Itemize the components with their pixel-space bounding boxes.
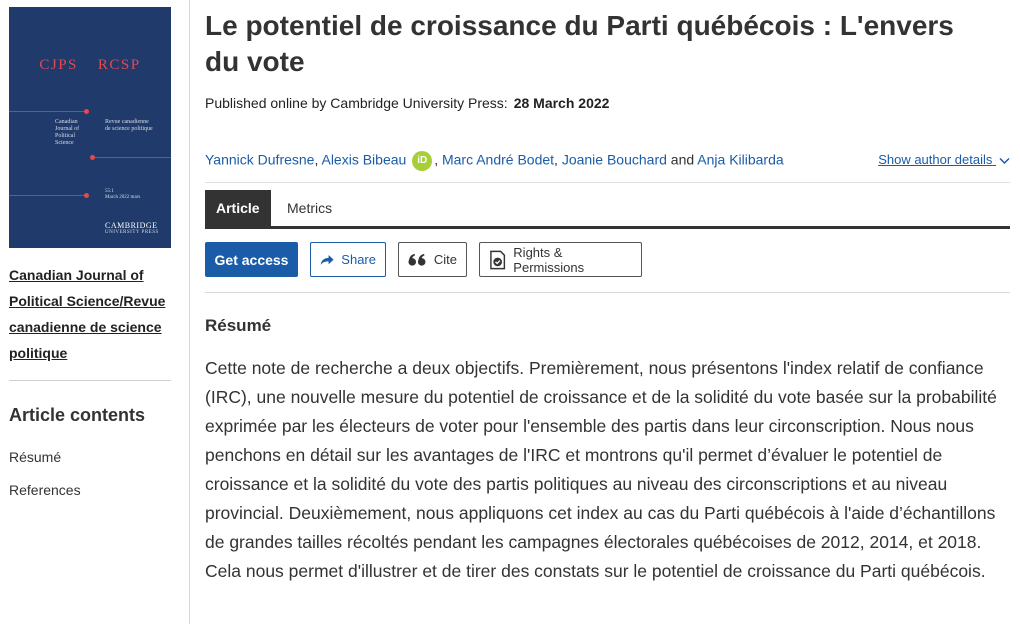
get-access-button[interactable]: Get access <box>205 242 298 277</box>
abstract-heading: Résumé <box>205 316 272 335</box>
cover-abbr-en: CJPS <box>39 57 78 73</box>
author-list <box>205 151 784 171</box>
author-and: and <box>670 151 695 168</box>
publication-info <box>205 95 609 111</box>
show-author-details-link[interactable] <box>878 152 1010 167</box>
article-contents-title: Article contents <box>9 405 146 425</box>
abstract-text: Cette note de recherche a deux objectifs. Premièrement, nous présentons l'index relatif de confiance (IRC), une nouvelle mesure du potentiel de croissance et de la solidité du vote basée sur la probabilité exprimée par les électeurs de voter pour l'ensemble des partis dans leur circonscription. Nous nous penchons en détail sur les avantages de l'IRC et montrons qu'il permet d’évaluer le potentiel de croissance et la solidité du vote des partis politiques au niveau des circonscriptions et au niveau provincial. Deuxièmement, nous appliquons cet index au cas du Parti québécois à l'aide d’échantillons de grandes tailles récoltés pendant les campagnes électorales québécoises de 2012, 2014, et 2018. Cela nous permet d'illustrer et de tirer des constats sur le potentiel de croissance du Parti québécois. <box>205 358 997 581</box>
published-date: 28 March 2022 <box>513 95 610 111</box>
divider <box>205 292 1010 293</box>
author-link[interactable]: Alexis Bibeau <box>321 151 407 168</box>
tabs-underline <box>205 226 1010 229</box>
article-title: Le potentiel de croissance du Parti québécois : L'envers du vote <box>205 10 954 77</box>
separator: , <box>434 151 439 168</box>
orcid-icon[interactable]: iD <box>412 151 432 171</box>
show-author-details-label: Show author details <box>878 152 993 167</box>
author-link[interactable]: Yannick Dufresne <box>205 151 315 168</box>
rights-label: Rights & Permissions <box>513 244 585 275</box>
journal-link[interactable]: Canadian Journal of Political Science/Revue canadienne de science politique <box>9 267 166 361</box>
cover-publisher-sub: UNIVERSITY PRESS <box>105 230 159 235</box>
cover-dot <box>84 109 89 114</box>
cover-abbreviations <box>9 57 171 74</box>
rights-permissions-button[interactable] <box>479 242 642 277</box>
cover-line <box>9 195 87 196</box>
cite-label: Cite <box>433 252 457 267</box>
cover-abbr-fr: RCSP <box>97 57 141 73</box>
author-link[interactable]: Marc André Bodet <box>441 151 555 168</box>
cover-line <box>9 111 87 112</box>
contents-item-references[interactable]: References <box>9 482 81 498</box>
quote-icon <box>408 253 427 267</box>
published-label: Published online by Cambridge University Press: <box>205 95 508 111</box>
tab-metrics[interactable]: Metrics <box>287 200 333 216</box>
cover-dot <box>90 155 95 160</box>
tab-article[interactable]: Article <box>205 190 271 226</box>
author-link[interactable]: Joanie Bouchard <box>561 151 667 168</box>
contents-item-resume[interactable]: Résumé <box>9 449 62 465</box>
cover-issue: 55:1 March 2022 mars <box>105 189 141 200</box>
cover-publisher: CAMBRIDGE <box>105 221 158 230</box>
document-check-icon <box>489 250 506 270</box>
share-icon <box>320 252 334 268</box>
chevron-down-icon <box>999 157 1010 165</box>
sidebar <box>0 0 190 624</box>
cover-name-en: Canadian Journal of Political Science <box>55 119 80 146</box>
separator: , <box>554 151 558 168</box>
cover-name-fr: Revue canadienne de science politique <box>105 119 153 132</box>
share-button[interactable] <box>310 242 386 277</box>
share-label: Share <box>341 252 376 267</box>
tabs-divider <box>205 182 1010 183</box>
separator: , <box>314 151 319 168</box>
journal-cover-image[interactable] <box>9 7 171 248</box>
divider <box>9 380 171 381</box>
author-link[interactable]: Anja Kilibarda <box>697 151 784 168</box>
cite-button[interactable] <box>398 242 467 277</box>
cover-dot <box>84 193 89 198</box>
cover-line <box>93 157 171 158</box>
